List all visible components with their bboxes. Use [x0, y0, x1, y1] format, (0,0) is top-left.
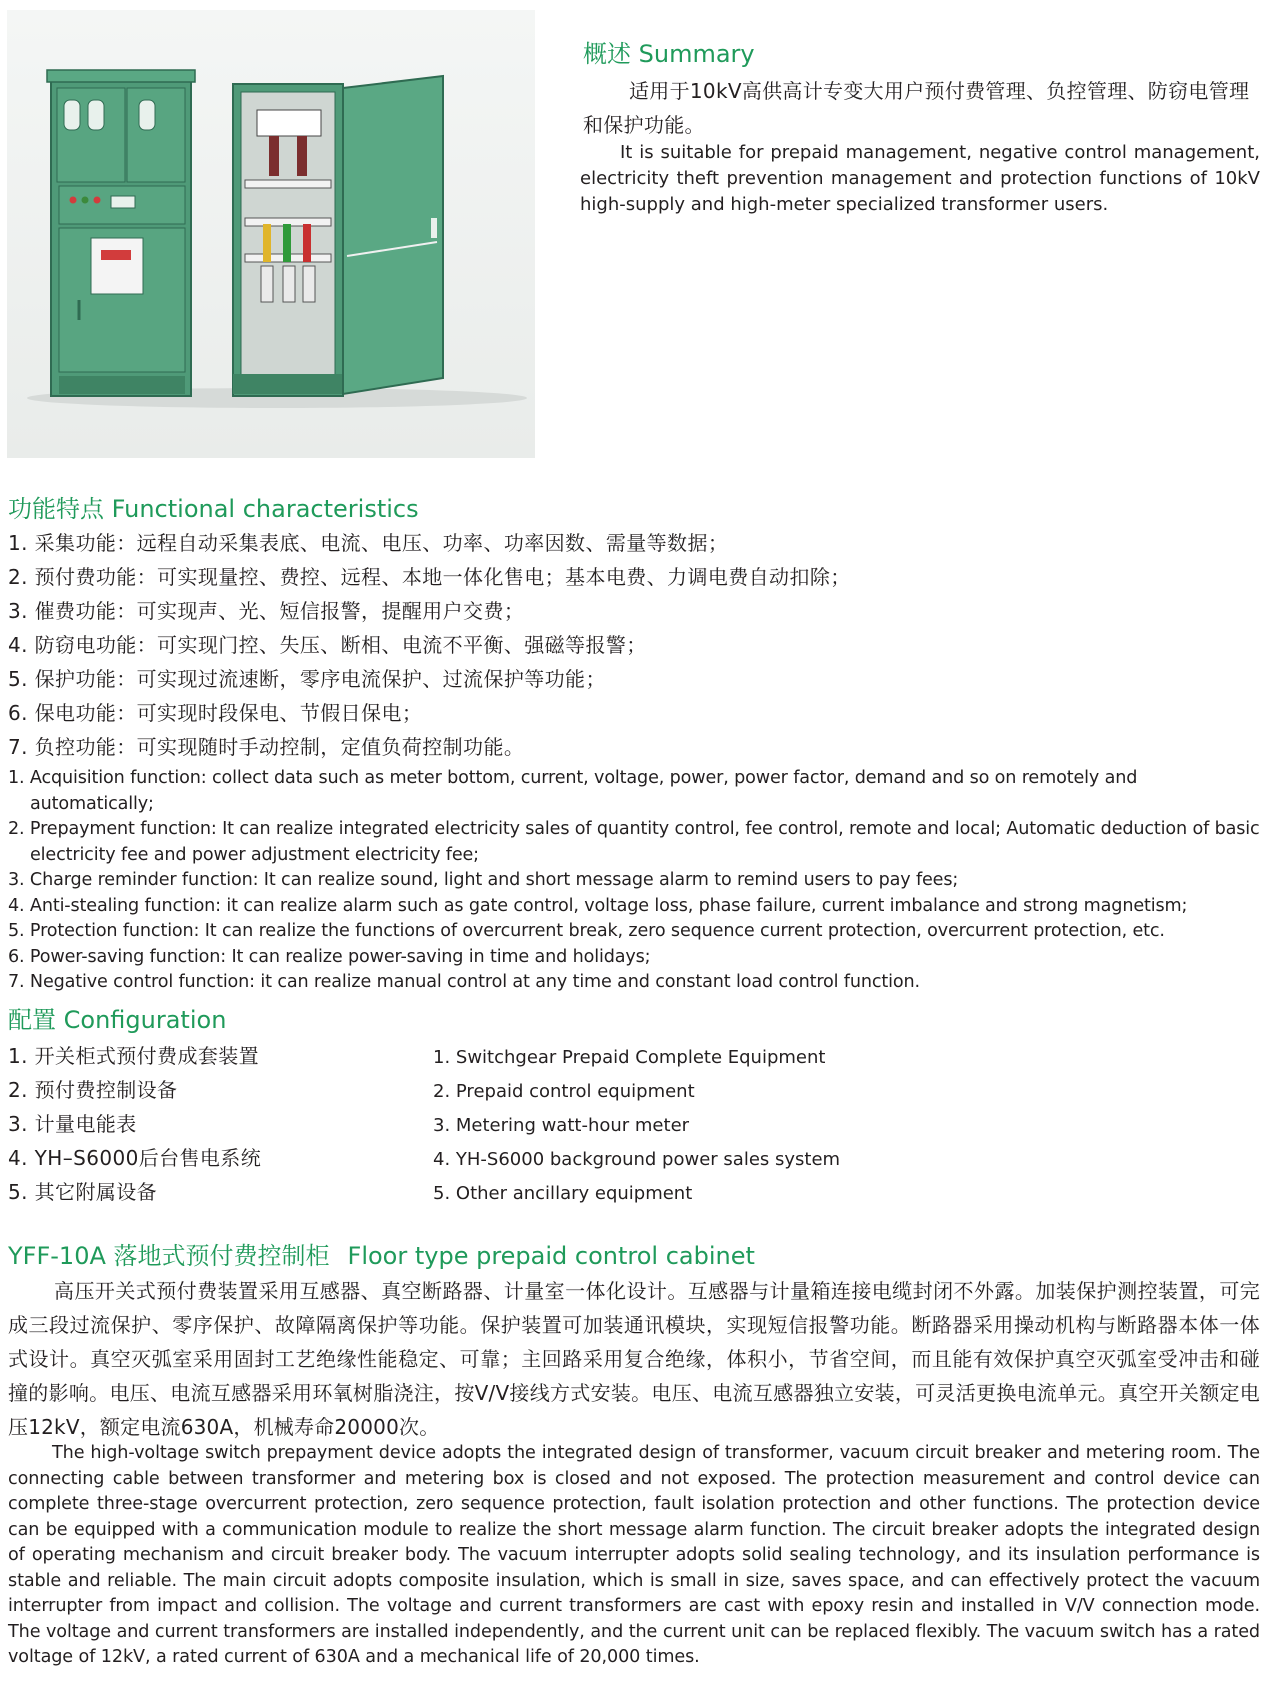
list-item: 3. Charge reminder function: It can realize sound, light and short message alarm to remind users to pay fees;	[8, 870, 959, 890]
configuration-heading-en: Configuration	[63, 1006, 227, 1034]
configuration-list-en	[433, 1041, 840, 1211]
summary-text-en: It is suitable for prepaid management, negative control management, electricity theft prevention management and protection functions of 10kV high-supply and high-meter specialized transformer users.	[580, 142, 1260, 215]
functional-list-cn	[8, 526, 1258, 764]
summary-heading-en: Summary	[638, 40, 755, 68]
summary-text-cn: 适用于10kV高供高计专变大用户预付费管理、负控管理、防窃电管理和保护功能。	[583, 79, 1250, 137]
list-item: 2. 预付费功能：可实现量控、费控、远程、本地一体化售电；基本电费、力调电费自动扣除；	[8, 565, 851, 589]
product-heading-en: Floor type prepaid control cabinet	[347, 1242, 755, 1270]
open-cabinet	[233, 76, 443, 396]
list-item: 2. Prepayment function: It can realize integrated electricity sales of quantity control, fee control, remote and local; Automatic deduction of basic electricity fee and power adjustment electricity fee;	[8, 819, 1260, 865]
list-item: 4. 防窃电功能：可实现门控、失压、断相、电流不平衡、强磁等报警；	[8, 633, 647, 657]
list-item: 2. 预付费控制设备	[8, 1078, 178, 1102]
list-item: 1. Switchgear Prepaid Complete Equipment	[433, 1047, 826, 1068]
list-item: 3. 催费功能：可实现声、光、短信报警，提醒用户交费；	[8, 599, 525, 623]
list-item: 5. Protection function: It can realize the functions of overcurrent break, zero sequence current protection, overcurrent protection, etc.	[8, 921, 1165, 941]
product-heading-cn: YFF-10A 落地式预付费控制柜	[8, 1242, 330, 1270]
list-item: 6. 保电功能：可实现时段保电、节假日保电；	[8, 701, 423, 725]
list-item: 5. 保护功能：可实现过流速断，零序电流保护、过流保护等功能；	[8, 667, 606, 691]
list-item: 5. 其它附属设备	[8, 1180, 158, 1204]
configuration-heading-cn: 配置	[8, 1006, 56, 1034]
list-item: 4. YH-S6000 background power sales system	[433, 1149, 841, 1170]
list-item: 4. Anti-stealing function: it can realize alarm such as gate control, voltage loss, phase failure, current imbalance and strong magnetism;	[8, 895, 1188, 916]
list-item: 5. Other ancillary equipment	[433, 1183, 693, 1204]
product-heading	[8, 1236, 755, 1271]
functional-heading-cn: 功能特点	[8, 495, 104, 523]
configuration-heading	[8, 1000, 226, 1035]
functional-heading-en: Functional characteristics	[111, 495, 419, 523]
list-item: 1. Acquisition function: collect data such as meter bottom, current, voltage, power, power factor, demand and so on remotely and automatically;	[8, 768, 1138, 814]
list-item: 3. Metering watt-hour meter	[433, 1115, 690, 1136]
summary-heading	[583, 34, 755, 69]
list-item: 1. 开关柜式预付费成套装置	[8, 1044, 260, 1068]
product-description-cn: 高压开关式预付费装置采用互感器、真空断路器、计量室一体化设计。互感器与计量箱连接电缆封闭不外露。加装保护测控装置，可完成三段过流保护、零序保护、故障隔离保护等功能。保护装置可加装通讯模块，实现短信报警功能。断路器采用操动机构与断路器本体一体式设计。真空灭弧室采用固封工艺绝缘性能稳定、可靠；主回路采用复合绝缘，体积小，节省空间，而且能有效保护真空灭弧室受冲击和碰撞的影响。电压、电流互感器采用环氧树脂浇注，按V/V接线方式安装。电压、电流互感器独立安装，可灵活更换电流单元。真空开关额定电压12kV，额定电流630A，机械寿命20000次。	[8, 1279, 1260, 1439]
functional-heading	[8, 489, 419, 524]
configuration-list-cn	[8, 1039, 261, 1209]
summary-heading-cn: 概述	[583, 40, 631, 68]
cabinet-illustration	[7, 10, 535, 458]
product-photo	[7, 10, 535, 458]
product-description-en: The high-voltage switch prepayment device adopts the integrated design of transformer, vacuum circuit breaker and metering room. The connecting cable between transformer and metering box is closed and not exposed. The protection measurement and control device can complete three-stage overcurrent protection, zero sequence protection, fault isolation protection and other functions. The protection device can be equipped with a communication module to realize the short message alarm function. The circuit breaker adopts the integrated design of operating mechanism and circuit breaker body. The vacuum interrupter adopts solid sealing technology, and its insulation performance is stable and reliable. The main circuit adopts composite insulation, which is small in size, saves space, and can effectively protect the vacuum interrupter from impact and collision. The voltage and current transformers are cast with epoxy resin and installed in V/V connection mode. The voltage and current transformers are installed independently, and the current unit can be replaced flexibly. The vacuum switch has a rated voltage of 12kV, a rated current of 630A and a mechanical life of 20,000 times.	[8, 1443, 1260, 1667]
list-item: 4. YH–S6000后台售电系统	[8, 1146, 262, 1170]
list-item: 3. 计量电能表	[8, 1112, 137, 1136]
functional-list-en	[8, 766, 1260, 996]
list-item: 7. 负控功能：可实现随时手动控制，定值负荷控制功能。	[8, 735, 525, 759]
closed-cabinet	[47, 70, 195, 396]
list-item: 2. Prepaid control equipment	[433, 1081, 695, 1102]
list-item: 6. Power-saving function: It can realize power-saving in time and holidays;	[8, 946, 651, 967]
list-item: 7. Negative control function: it can realize manual control at any time and constant load control function.	[8, 972, 920, 992]
list-item: 1. 采集功能：远程自动采集表底、电流、电压、功率、功率因数、需量等数据；	[8, 531, 729, 555]
